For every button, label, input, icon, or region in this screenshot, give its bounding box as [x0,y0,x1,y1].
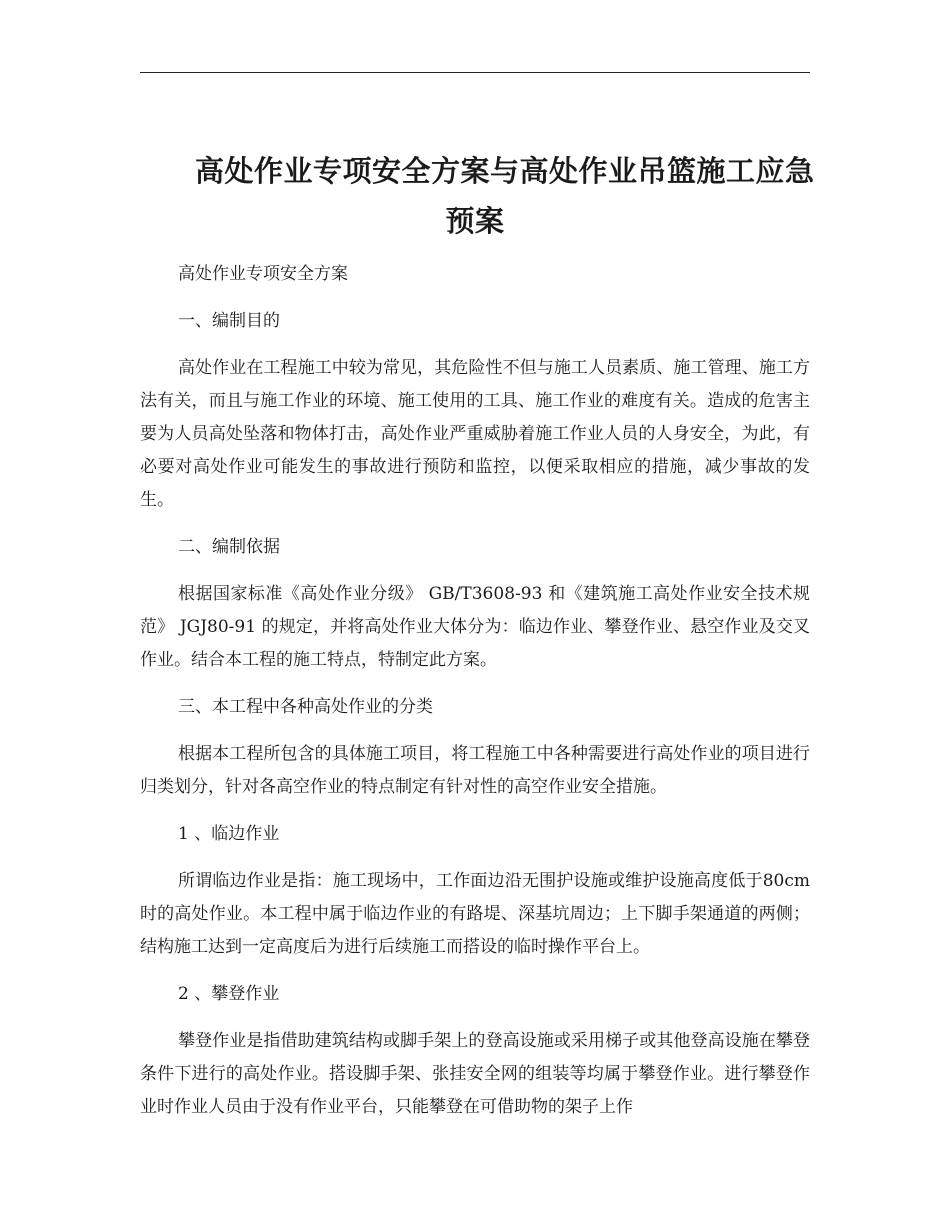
title-line-2: 预案 [445,204,505,238]
body-paragraph: 攀登作业是指借助建筑结构或脚手架上的登高设施或采用梯子或其他登高设施在攀登条件下进行的高处作业。搭设脚手架、张挂安全网的组装等均属于攀登作业。进行攀登作业时作业人员由于没有作业平台，只能攀登在可借助物的架子上作 [140,1031,810,1117]
section-heading: 一、编制目的 [178,311,280,331]
title-line-1: 高处作业专项安全方案与高处作业吊篮施工应急 [195,154,815,188]
body-paragraph: 高处作业在工程施工中较为常见，其危险性不但与施工人员素质、施工管理、施工方法有关，而且与施工作业的环境、施工使用的工具、施工作业的难度有关。造成的危害主要为人员高处坠落和物体打击，高处作业严重威胁着施工作业人员的人身安全，为此，有必要对高处作业可能发生的事故进行预防和监控，以便采取相应的措施，减少事故的发生。 [140,358,810,510]
document-title [140,146,815,246]
section-heading: 二、编制依据 [178,537,280,557]
body-paragraph: 所谓临边作业是指：施工现场中，工作面边沿无围护设施或维护设施高度低于80cm 时的高处作业。本工程中属于临边作业的有路堤、深基坑周边；上下脚手架通道的两侧；结构施工达到一定高度后为进行后续施工而搭设的临时操作平台上。 [140,871,810,957]
section-heading: 高处作业专项安全方案 [178,264,348,284]
body-paragraph: 根据本工程所包含的具体施工项目，将工程施工中各种需要进行高处作业的项目进行归类划分，针对各高空作业的特点制定有针对性的高空作业安全措施。 [140,744,810,797]
section-heading: 1 、临边作业 [178,824,280,844]
document-body [140,258,810,1138]
section-heading: 2 、攀登作业 [178,984,280,1004]
section-heading: 三、本工程中各种高处作业的分类 [178,697,433,717]
body-paragraph: 根据国家标准《高处作业分级》 GB/T3608-93 和《建筑施工高处作业安全技术规范》 JGJ80-91 的规定，并将高处作业大体分为：临边作业、攀登作业、悬空作业及交叉作业。结合本工程的施工特点，特制定此方案。 [140,584,810,670]
header-rule [140,72,810,73]
